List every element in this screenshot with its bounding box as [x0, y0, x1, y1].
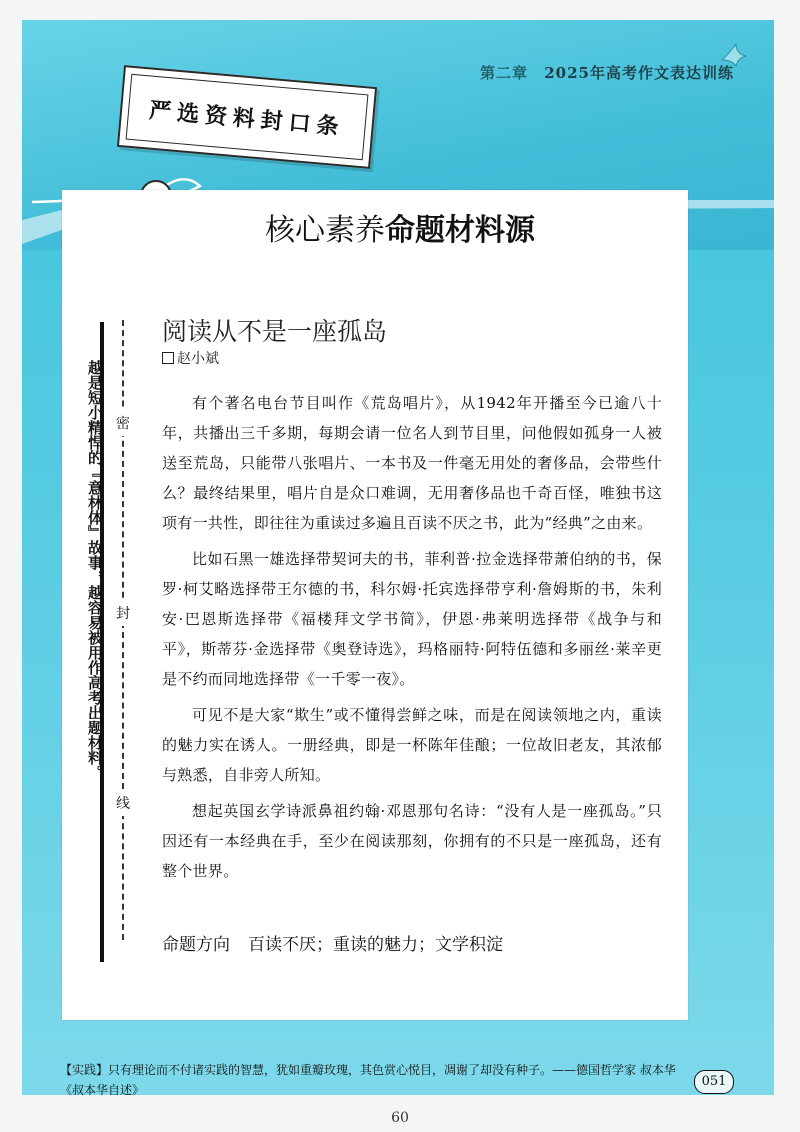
article-author [162, 348, 219, 368]
chapter-header [480, 62, 734, 83]
paragraph: 有个著名电台节目叫作《荒岛唱片》，从1942年开播至今已逾八十年，共播出三千多期，每期会请一位名人到节目里，问他假如孤身一人被送至荒岛，只能带八张唱片、一本书及一件毫无用处的奢侈品，会带些什么？最终结果里，唱片自是众口难调，无用奢侈品也千奇百怪，唯独书这项有一共性，即往往为重读过多遍且百读不厌之书，此为“经典”之由来。 [162, 394, 662, 532]
article-title: 阅读从不是一座孤岛 [162, 317, 388, 346]
direction-label: 命题方向 [162, 935, 230, 955]
article-body [162, 388, 662, 892]
title-part1: 核心素养 [265, 213, 385, 248]
page-title [0, 205, 800, 249]
footer-quote: 【实践】只有理论而不付诸实践的智慧，犹如重瓣玫瑰，其色赏心悦目，凋谢了却没有种子。——德国哲学家 叔本华《叔本华自述》 [60, 1063, 676, 1097]
seal-badge-label: 严选资料封口条 [126, 74, 369, 160]
page-bubble: 051 [694, 1070, 734, 1094]
chapter-number: 第二章 [480, 64, 529, 82]
paragraph: 想起英国玄学诗派鼻祖约翰·邓恩那句名诗：“没有人是一座孤岛。”只因还有一本经典在手，至少在阅读那刻，你拥有的不只是一座孤岛，还有整个世界。 [162, 802, 662, 880]
sidebar-quote: 越是短小精悍的『意林体』故事，越容易被用作高考出题材料。 [86, 360, 104, 780]
paragraph: 可见不是大家“欺生”或不懂得尝鲜之味，而是在阅读领地之内，重读的魅力实在诱人。一册经典，即是一杯陈年佳酿；一位故旧老友，其浓郁与熟悉，自非旁人所知。 [162, 706, 662, 784]
book-title: 2025年高考作文表达训练 [544, 64, 734, 82]
author-name: 赵小斌 [177, 351, 219, 367]
paragraph: 比如石黑一雄选择带契诃夫的书，菲利普·拉金选择带萧伯纳的书，保罗·柯艾略选择带王尔德的书，科尔姆·托宾选择带亨利·詹姆斯的书，朱利安·巴恩斯选择带《福楼拜文学书简》，伊恩·弗莱明选择带《战争与和平》，斯蒂芬·金选择带《奥登诗选》，玛格丽特·阿特伍德和多丽丝·莱辛更是不约而同地选择带《一千零一夜》。 [162, 550, 662, 688]
seal-char-feng: 封 [115, 600, 131, 626]
page-number: 60 [391, 1110, 409, 1126]
direction-text: 百读不厌；重读的魅力；文学积淀 [248, 935, 503, 955]
seal-char-xian: 线 [115, 790, 131, 816]
author-box-icon [162, 352, 174, 364]
proposition-direction [162, 930, 503, 955]
title-part2: 命题材料源 [385, 213, 535, 248]
seal-char-mi: 密 [115, 410, 131, 436]
